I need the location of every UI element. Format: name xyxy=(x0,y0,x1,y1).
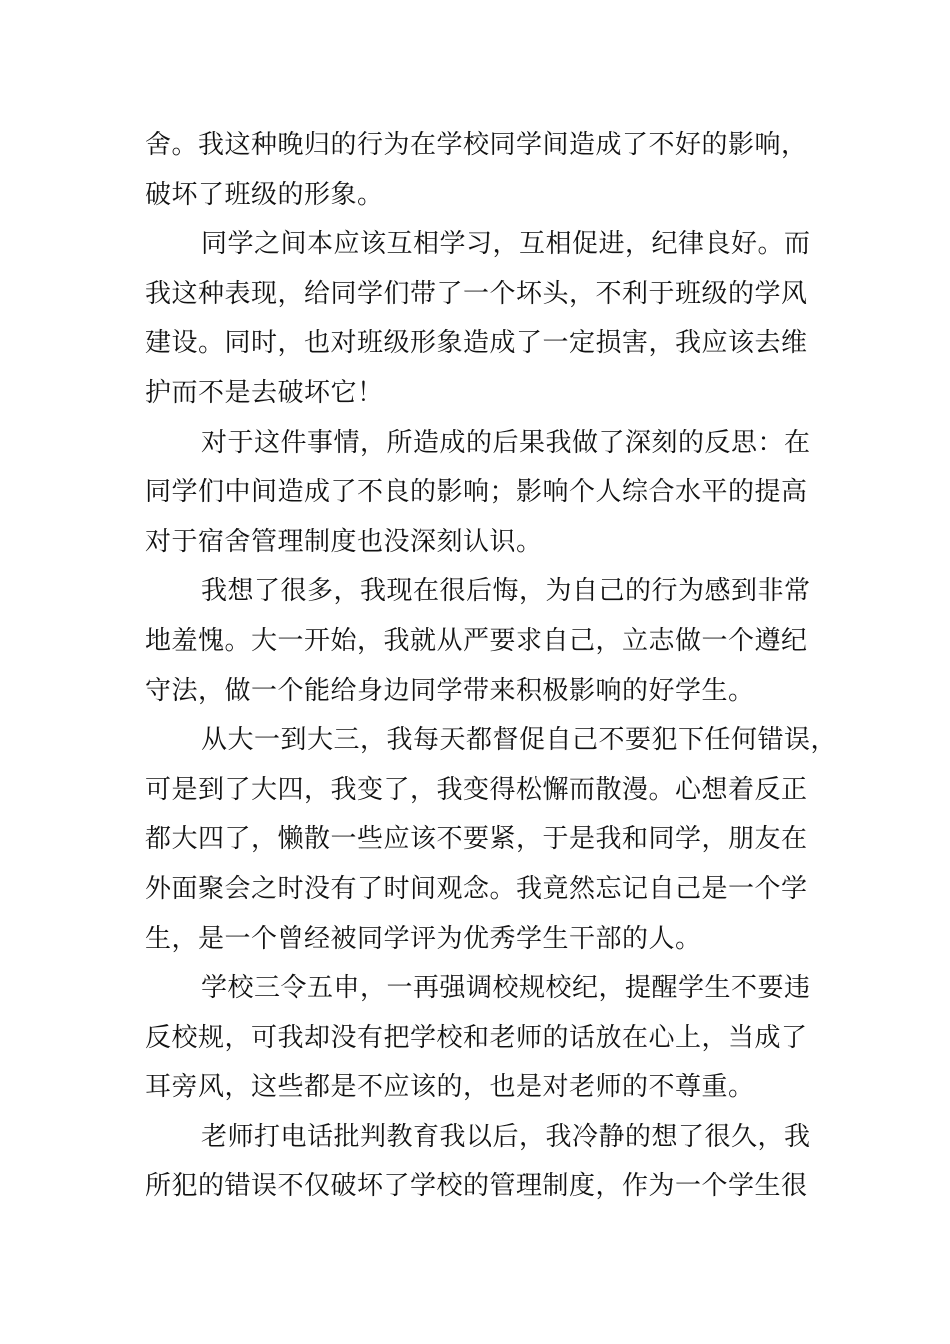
paragraph-first-line: 同学之间本应该互相学习，互相促进，纪律良好。而 xyxy=(201,229,811,260)
text-line: 对于宿舍管理制度也没深刻认识。 xyxy=(145,526,543,557)
text-line: 反校规，可我却没有把学校和老师的话放在心上，当成了 xyxy=(145,1022,808,1053)
text-line: 耳旁风，这些都是不应该的，也是对老师的不尊重。 xyxy=(145,1072,755,1103)
text-line: 所犯的错误不仅破坏了学校的管理制度，作为一个学生很 xyxy=(145,1171,808,1202)
text-line: 守法，做一个能给身边同学带来积极影响的好学生。 xyxy=(145,675,755,706)
text-line: 我这种表现，给同学们带了一个坏头，不利于班级的学风 xyxy=(145,278,808,309)
text-line: 地羞愧。大一开始，我就从严要求自己，立志做一个遵纪 xyxy=(145,625,808,656)
text-line: 建设。同时，也对班级形象造成了一定损害，我应该去维 xyxy=(145,328,808,359)
text-line: 可是到了大四，我变了，我变得松懈而散漫。心想着反正 xyxy=(145,774,808,805)
paragraph-first-line: 我想了很多，我现在很后悔，为自己的行为感到非常 xyxy=(201,576,811,607)
paragraph-first-line: 老师打电话批判教育我以后，我冷静的想了很久，我 xyxy=(201,1121,811,1152)
text-line: 同学们中间造成了不良的影响；影响个人综合水平的提高 xyxy=(145,477,808,508)
text-line: 外面聚会之时没有了时间观念。我竟然忘记自己是一个学 xyxy=(145,873,808,904)
paragraph-first-line: 对于这件事情，所造成的后果我做了深刻的反思：在 xyxy=(201,427,811,458)
text-line: 都大四了，懒散一些应该不要紧，于是我和同学，朋友在 xyxy=(145,824,808,855)
text-line: 舍。我这种晚归的行为在学校同学间造成了不好的影响， xyxy=(145,130,808,160)
paragraph-first-line: 学校三令五申，一再强调校规校纪，提醒学生不要违 xyxy=(201,973,811,1004)
text-line: 生，是一个曾经被同学评为优秀学生干部的人。 xyxy=(145,923,702,954)
document-body xyxy=(145,121,838,1212)
text-line: 护而不是去破坏它！ xyxy=(145,377,384,408)
text-line: 破坏了班级的形象。 xyxy=(145,179,384,210)
paragraph-first-line: 从大一到大三，我每天都督促自己不要犯下任何错误， xyxy=(201,725,838,756)
